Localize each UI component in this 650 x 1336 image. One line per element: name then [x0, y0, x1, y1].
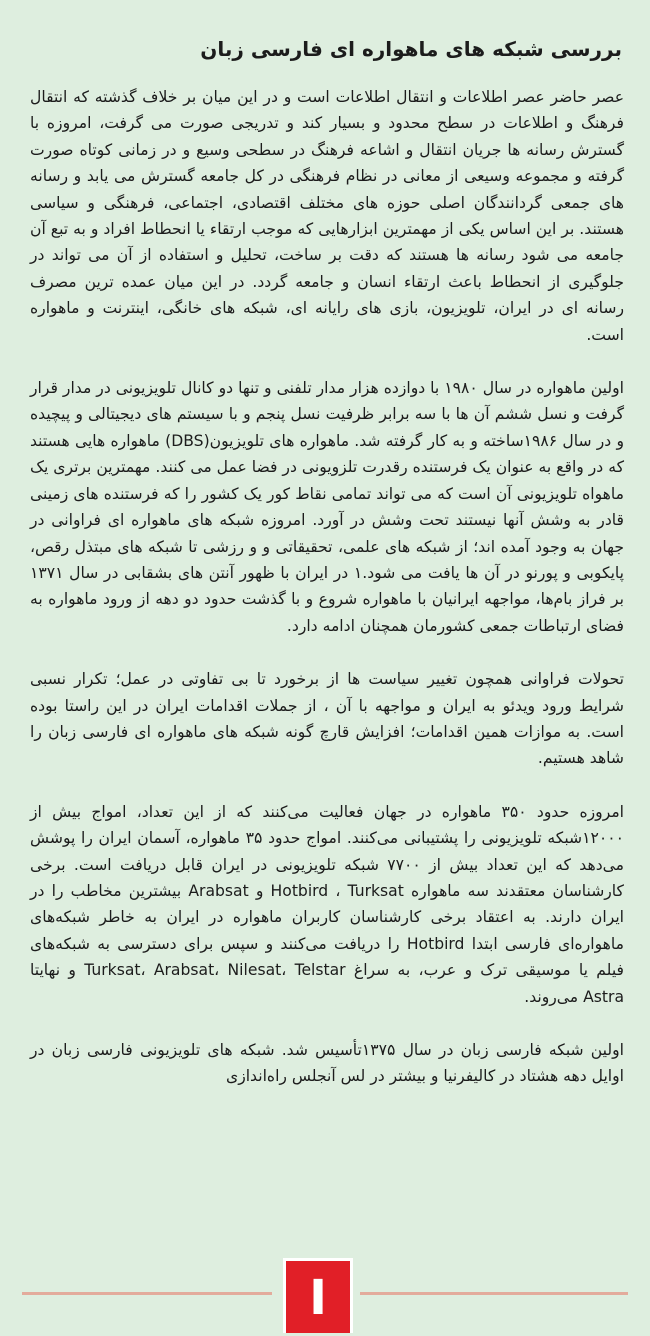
- article-title: بررسی شبکه های ماهواره ای فارسی زبان: [200, 37, 622, 61]
- paragraph-satellite-count: امروزه حدود ۳۵۰ ماهواره در جهان فعالیت می‌کنند که از این تعداد، امواج بیش از ۱۲۰۰۰شبکه تلویزیونی را پشتیبانی می‌کنند. امواج حدود ۳۵ ماهواره، آسمان ایران را پوشش می‌دهد که این تعداد بیش از ۷۷۰۰ شبکه تلویزیونی در ایران قابل دریافت است. برخی کارشناسان معتقدند سه ماهواره Hotbird ، Turksat و Arabsat بیشترین مخاطب را در ایران دارند. به اعتقاد برخی کارشناسان کاربران ماهواره در ایران به خاطر شبکه‌های ماهواره‌ای فارسی ابتدا Hotbird را دریافت می‌کنند و سپس برای دسترسی به شبکه‌های فیلم یا موسیقی ترک و عرب، به سراغ Turksat، Arabsat، Nilesat، Telstar و نهایتا Astra می‌روند.: [30, 802, 624, 1006]
- paragraph-first-satellite: اولین ماهواره در سال ۱۹۸۰ با دوازده هزار مدار تلفنی و تنها دو کانال تلویزیونی در مدار قرار گرفت و نسل ششم آن ها با سه برابر ظرفیت نسل پنجم و با سیستم های دیجیتالی و پیچیده و در سال ۱۹۸۶ساخته و به کار گرفته شد. ماهواره های تلویزیون(DBS) ماهواره هایی هستند که در واقع به عنوان یک فرستنده رقدرت تلزویونی در فضا عمل می کنند. مهمترین برتری یک ماهواه تلویزیونی آن است که می تواند تمامی نقاط کور یک کشور را که فرستنده های زمینی قادر به وشش آنها نیستند تحت وشش در آورد. امروزه شبکه های ماهواره ای فراوانی در جهان به وجود آمده اند؛ از شبکه های علمی، تحقیقاتی و و رزشی تا شبکه های مبتذل رقص، پایکوبی و پورنو در آن ها یافت می شود.۱ در ایران با ظهور آنتن های بشقابی در سال ۱۳۷۱ بر فراز بام‌ها، مواجهه ایرانیان با ماهواره شروع و با گذشت حدود دو دهه از ورود ماهواره به فضای ارتباطات جمعی کشورمان همچنان ادامه دارد.: [30, 379, 624, 635]
- page-number-badge: I: [283, 1258, 353, 1333]
- paragraph-first-persian-network: اولین شبکه فارسی زبان در سال ۱۳۷۵تأسیس شد. شبکه های تلویزیونی فارسی زبان در اوایل دهه هشتاد در کالیفرنیا و بیشتر در لس آنجلس راه‌اندازی: [30, 1041, 624, 1086]
- footer-rule-right: [360, 1292, 628, 1295]
- footer-rule-left: [22, 1292, 272, 1295]
- paragraph-intro: عصر حاضر عصر اطلاعات و انتقال اطلاعات است و در این میان بر خلاف گذشته که انتقال فرهنگ و اطلاعات در سطح محدود و بسیار کند و تدریجی صورت می گرفت، امروزه با گسترش رسانه ها جریان انتقال و اشاعه فرهنگ در سطحی وسیع و در زمانی کوتاه صورت گرفته و مجموعه وسیعی از معانی در نظام فرهنگی در کل جامعه گسترش می یابد و رسانه های جمعی گردانندگان اصلی حوزه های مختلف اقتصادی، اجتماعی، فرهنگی و سیاسی هستند. بر این اساس یکی از مهمترین ابزارهایی که موجب ارتقاء یا انحطاط افراد و به تبع آن جامعه می شود رسانه ها هستند که دقت بر ساخت، تحلیل و استفاده از آن می تواند در جلوگیری از انحطاط باعث ارتقاء انسان و جامعه گردد. در این میان عمده ترین مصرف رسانه ای در ایران، تلویزیون، بازی های رایانه ای، شبکه های خانگی، اینترنت و ماهواره است.: [30, 88, 624, 344]
- paragraph-policy-changes: تحولات فراوانی همچون تغییر سیاست ها از برخورد تا بی تفاوتی در عمل؛ تکرار نسبی شرایط ورود ویدئو به ایران و مواجهه با آن ، از جملات اقدامات ایران در این راستا بوده است. به موازات همین اقدامات؛ افزایش قارچ گونه شبکه های ماهواره ای فارسی زبان را شاهد هستیم.: [30, 670, 624, 768]
